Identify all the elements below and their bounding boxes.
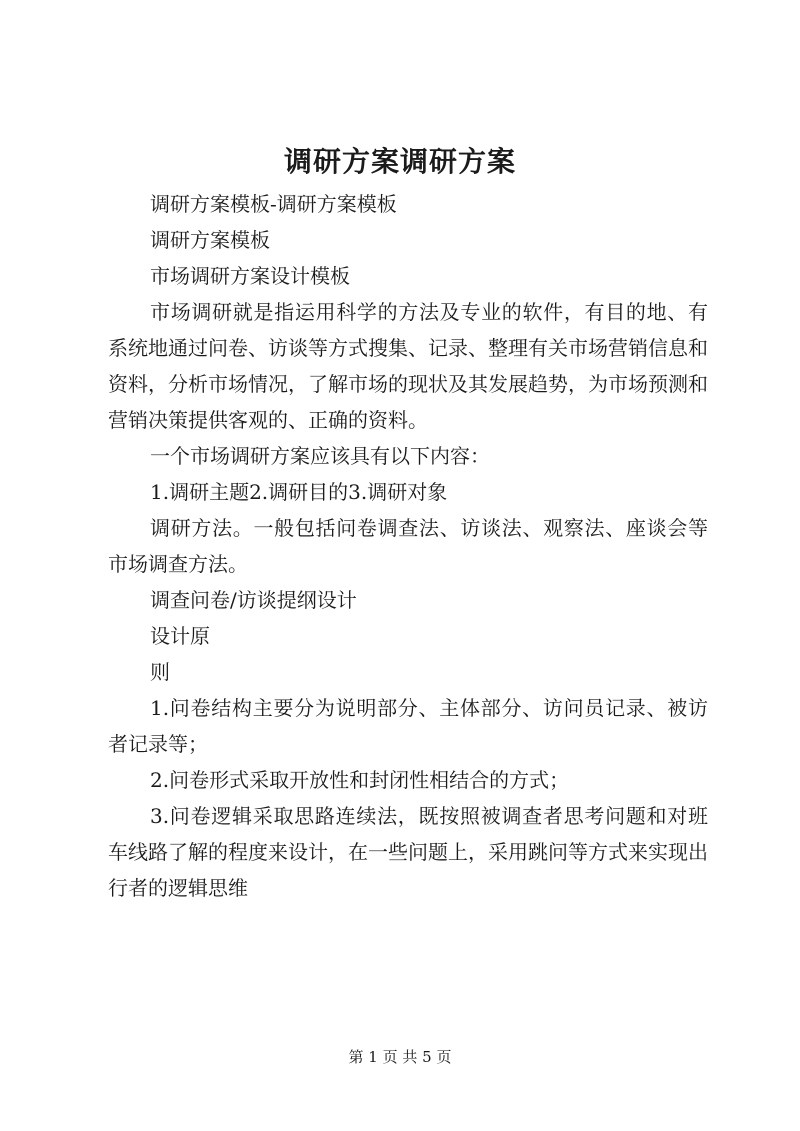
paragraph: 市场调研就是指运用科学的方法及专业的软件，有目的地、有系统地通过问卷、访谈等方式搜集、记录、整理有关市场营销信息和资料，分析市场情况，了解市场的现状及其发展趋势，为市场预测和营销决策提供客观的、正确的资料。	[108, 300, 708, 432]
paragraph: 调查问卷/访谈提纲设计	[150, 588, 357, 612]
paragraph: 调研方案模板-调研方案模板	[150, 192, 397, 216]
paragraph: 市场调研方案设计模板	[150, 264, 350, 288]
paragraph: 2.问卷形式采取开放性和封闭性相结合的方式；	[150, 768, 570, 792]
paragraph: 设计原	[150, 624, 210, 648]
document-body	[108, 186, 708, 906]
page-footer: 第 1 页 共 5 页	[348, 1048, 452, 1066]
paragraph: 一个市场调研方案应该具有以下内容：	[150, 444, 490, 468]
paragraph: 1.调研主题2.调研目的3.调研对象	[150, 480, 448, 504]
paragraph: 则	[150, 660, 170, 684]
paragraph: 调研方法。一般包括问卷调查法、访谈法、观察法、座谈会等市场调查方法。	[108, 516, 708, 576]
paragraph: 3.问卷逻辑采取思路连续法，既按照被调查者思考问题和对班车线路了解的程度来设计，在一些问题上，采用跳问等方式来实现出行者的逻辑思维	[108, 804, 708, 900]
document-title: 调研方案调研方案	[283, 145, 516, 178]
paragraph: 1.问卷结构主要分为说明部分、主体部分、访问员记录、被访者记录等；	[108, 696, 708, 756]
paragraph: 调研方案模板	[150, 228, 270, 252]
